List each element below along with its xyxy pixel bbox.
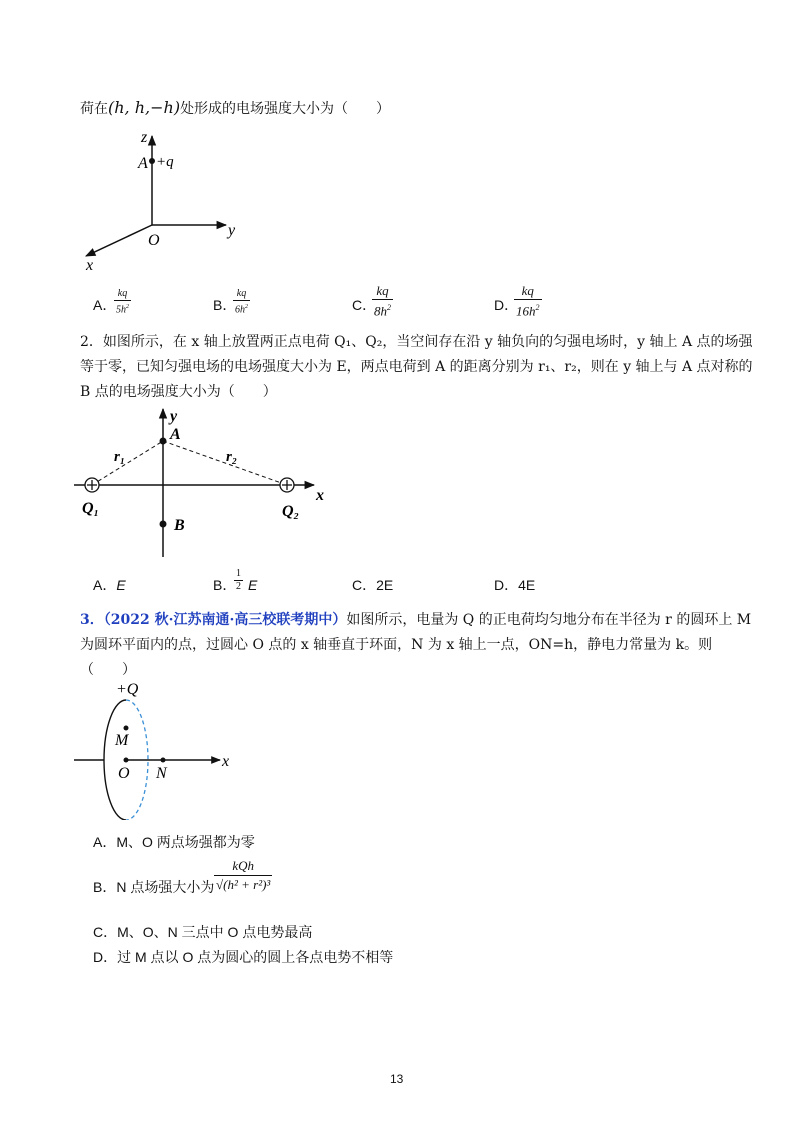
q2-option-d-label: D． (494, 577, 519, 593)
q2-y-label: y (170, 408, 178, 425)
q1-figure (78, 128, 258, 273)
q2-charge-Q2 (280, 478, 294, 492)
q1-x-label: x (86, 257, 94, 273)
q3-line-1-rest: 如图所示，电量为 Q 的正电荷均匀地分布在半径为 r 的圆环上 M (346, 612, 752, 628)
q2-option-c-label: C． (352, 577, 377, 593)
q1-option-a-num: kq (117, 288, 128, 299)
q1-option-b-fraction (233, 287, 250, 316)
q2-r2-label: r₂ (226, 449, 238, 465)
q3-number: 3． (80, 612, 104, 628)
q2-line-1: 2．如图所示，在 x 轴上放置两正点电荷 Q₁、Q₂，当空间存在沿 y 轴负向的匀强电场时，y 轴上 A 点的场强 (80, 334, 753, 350)
q1-option-a-den-wrap (114, 300, 131, 316)
q1-A-label: A (138, 155, 148, 172)
q1-option-a-label: A． (93, 297, 117, 313)
q1-stem (80, 97, 390, 120)
q2-option-c (352, 574, 393, 596)
q2-r2-line (163, 441, 287, 485)
q2-option-b-fraction (234, 568, 243, 593)
q3-option-b-den: (h² + r²)³ (223, 877, 271, 892)
q1-option-b-num: kq (236, 288, 247, 299)
q2-line-3: B 点的电场强度大小为（ ） (80, 384, 277, 400)
q3-option-b-fraction (214, 857, 272, 894)
q3-source: （2022 秋·江苏南通·高三校联考期中） (103, 612, 347, 628)
q2-option-a-label: A． (93, 577, 117, 593)
q1-option-a-den-sup: 2 (126, 304, 129, 310)
q1-y-label: y (228, 222, 236, 239)
q1-x-axis (86, 225, 152, 256)
q1-option-d-label: D． (494, 297, 519, 313)
q2-figure (74, 405, 344, 560)
q1-option-c-label: C． (352, 297, 377, 313)
q1-option-c-num: kq (376, 283, 389, 298)
q1-option-d-den: 16h (516, 303, 536, 319)
q1-stem-suffix: 处形成的电场强度大小为（ ） (180, 101, 391, 117)
q2-Q2-label: Q₂ (282, 503, 300, 520)
q3-M-label: M (115, 732, 129, 749)
q2-charge-Q1 (85, 478, 99, 492)
q2-option-a-text: E (116, 577, 126, 593)
q1-coords: (h, h,−h) (108, 98, 181, 117)
q2-option-c-text: 2E (376, 577, 394, 593)
q2-A-label: A (170, 426, 181, 443)
q2-option-b-num: 1 (236, 568, 241, 579)
q3-line-2: 为圆环平面内的点，过圆心 O 点的 x 轴垂直于环面，N 为 x 轴上一点，ON=h，静电力常量为 k。则 (80, 637, 713, 653)
q3-option-b-den-wrap (214, 875, 272, 894)
q3-charge-label: +Q (116, 681, 139, 698)
q1-option-b-den-sup: 2 (245, 304, 248, 310)
q3-option-b-num: kQh (232, 858, 254, 873)
q3-option-b-sqrt-icon: √ (216, 877, 224, 892)
q2-x-label: x (316, 487, 324, 504)
page-number: 13 (390, 1072, 404, 1086)
q1-option-c-den-wrap (372, 299, 393, 319)
q1-charge-label: +q (156, 154, 174, 170)
q3-O-label: O (118, 765, 130, 782)
q1-option-c-fraction (372, 283, 393, 319)
q2-option-b-label: B． (213, 577, 237, 593)
q2-point-A (160, 438, 167, 445)
q3-N-label: N (156, 765, 167, 782)
q2-option-b-text: E (248, 577, 258, 593)
q3-option-b-prefix: B．N 点场强大小为 (93, 879, 215, 895)
q3-option-d: D．过 M 点以 O 点为圆心的圆上各点电势不相等 (93, 949, 394, 965)
q3-point-N (161, 758, 166, 763)
q1-stem-prefix: 荷在 (80, 101, 108, 117)
q2-option-a (93, 574, 126, 596)
q2-option-d-text: 4E (518, 577, 536, 593)
q1-option-d-fraction (514, 283, 542, 319)
q3-line-1 (80, 609, 751, 631)
q3-point-O (124, 758, 129, 763)
q1-option-d-den-wrap (514, 299, 542, 319)
q1-charge-point (149, 158, 155, 164)
q3-option-a: A．M、O 两点场强都为零 (93, 834, 255, 850)
q3-point-M (124, 726, 129, 731)
q2-Q1-label: Q₁ (82, 500, 100, 517)
q1-option-b-den: 6h (235, 304, 245, 316)
q1-option-b-label: B． (213, 297, 237, 313)
q1-option-c-den: 8h (374, 303, 387, 319)
q2-r1-line (92, 441, 163, 485)
q1-option-b-den-wrap (233, 300, 250, 316)
q1-option-d-den-sup: 2 (535, 303, 540, 312)
q2-line-2: 等于零，已知匀强电场的电场强度大小为 E，两点电荷到 A 的距离分别为 r₁、r₂，则在 y 轴上与 A 点对称的 (80, 359, 753, 375)
q3-ring-front (104, 700, 126, 820)
q1-option-d-num: kq (521, 283, 534, 298)
q2-r1-label: r₁ (114, 449, 126, 465)
q1-O-label: O (148, 232, 160, 249)
q3-x-label: x (222, 753, 230, 770)
q1-option-a-fraction (114, 287, 131, 316)
q3-figure (70, 680, 240, 820)
q2-option-d (494, 574, 535, 596)
q1-option-c-den-sup: 2 (387, 303, 391, 312)
q3-line-3: （ ） (80, 662, 136, 678)
q3-option-c: C．M、O、N 三点中 O 点电势最高 (93, 924, 313, 940)
q1-z-label: z (141, 129, 148, 146)
q1-option-a-den: 5h (116, 304, 126, 316)
q2-point-B (160, 521, 167, 528)
q2-option-b-den: 2 (236, 581, 241, 592)
q2-B-label: B (174, 517, 185, 534)
